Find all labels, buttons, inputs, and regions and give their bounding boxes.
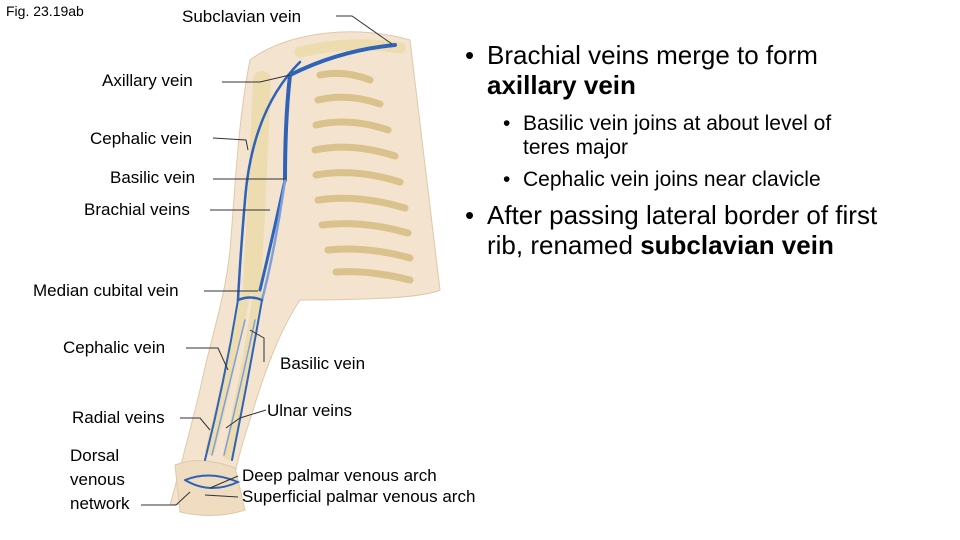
bullet-bold-term: subclavian vein xyxy=(640,230,834,260)
label-deep-palmar-arch: Deep palmar venous arch xyxy=(242,466,437,485)
label-ulnar-veins: Ulnar veins xyxy=(267,401,353,420)
bullet-dot: • xyxy=(465,40,475,70)
subbullet-cephalic xyxy=(503,168,945,192)
label-superficial-palmar-arch: Superficial palmar venous arch xyxy=(242,487,476,506)
label-subclavian-vein: Subclavian vein xyxy=(182,7,302,26)
label-cephalic-vein-upper: Cephalic vein xyxy=(90,129,193,148)
bullet-text: rib, renamed xyxy=(487,230,641,260)
bullet-text: After passing lateral border of first xyxy=(487,200,878,230)
subbullet-basilic xyxy=(503,112,945,160)
dorsal-line-2: venous xyxy=(70,470,125,489)
label-basilic-vein-upper: Basilic vein xyxy=(110,168,196,187)
bullet-dot: • xyxy=(503,168,511,191)
bullet-list xyxy=(465,40,945,272)
bullet-text: Basilic vein joins at about level of xyxy=(523,112,832,135)
bullet-bold-term: axillary vein xyxy=(487,70,636,100)
bullet-brachial-merge xyxy=(465,40,945,100)
label-radial-veins: Radial veins xyxy=(72,408,165,427)
bullet-dot: • xyxy=(465,200,475,230)
label-dorsal-venous-network xyxy=(70,444,130,516)
label-cephalic-vein-lower: Cephalic vein xyxy=(63,338,166,357)
bullet-text: Brachial veins merge to form xyxy=(487,40,818,70)
bullet-subclavian xyxy=(465,200,945,260)
dorsal-line-3: network xyxy=(70,494,130,513)
humerus xyxy=(252,80,262,285)
dorsal-line-1: Dorsal xyxy=(70,446,120,465)
bullet-text: Cephalic vein joins near clavicle xyxy=(523,168,821,191)
label-axillary-vein: Axillary vein xyxy=(102,71,193,90)
bullet-text: teres major xyxy=(523,136,629,159)
label-median-cubital-vein: Median cubital vein xyxy=(33,281,179,300)
label-basilic-vein-lower: Basilic vein xyxy=(280,354,366,373)
label-brachial-veins: Brachial veins xyxy=(84,200,190,219)
figure-label: Fig. 23.19ab xyxy=(6,3,84,19)
bullet-dot: • xyxy=(503,112,511,135)
